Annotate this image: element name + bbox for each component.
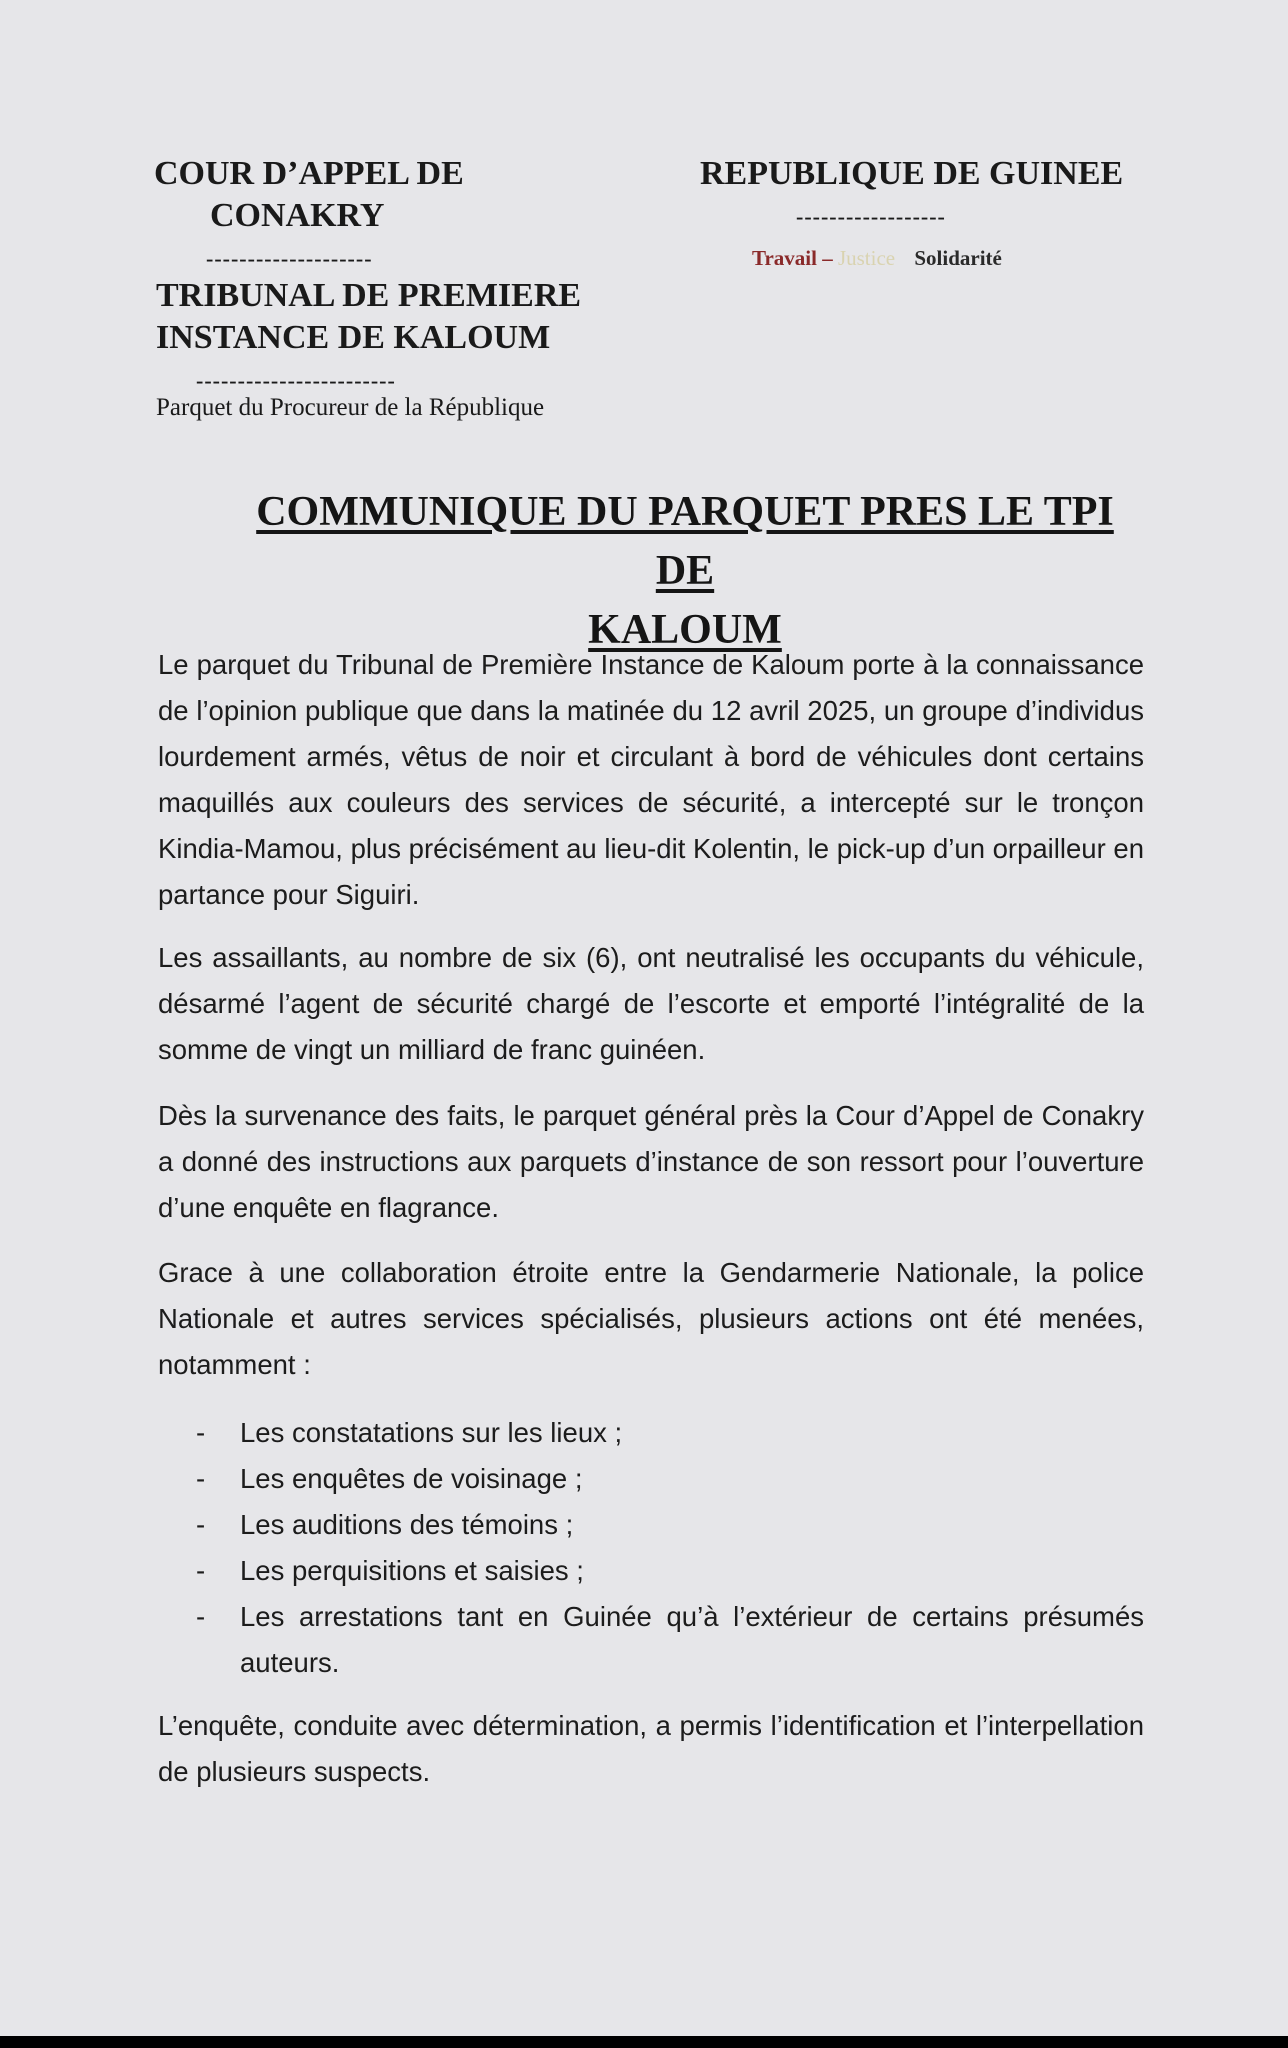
bullet-dash: - [196, 1417, 206, 1448]
list-item [196, 1594, 1144, 1686]
parquet-label: Parquet du Procureur de la République [156, 394, 545, 421]
court-name-line1: COUR D’APPEL DE [154, 155, 464, 192]
list-item [196, 1456, 1144, 1502]
tribunal-name-line1: TRIBUNAL DE PREMIERE [156, 277, 582, 314]
paragraph-text: Dès la survenance des faits, le parquet général près la Cour d’Appel de Conakry a donné des instructions aux parquets d’instance de son ressort pour l’ouverture d’une enquête en flagrance. [158, 1100, 1144, 1223]
paragraph-text: Grace à une collaboration étroite entre la Gendarmerie Nationale, la police Nationale et autres services spécialisés, plusieurs actions ont été menées, notamment : [158, 1257, 1144, 1380]
communique-title [230, 483, 1140, 659]
bullet-dash: - [196, 1463, 206, 1494]
list-item-text: Les enquêtes de voisinage ; [240, 1463, 583, 1494]
list-item-text: Les arrestations tant en Guinée qu’à l’extérieur de certains présumés auteurs. [240, 1601, 1144, 1678]
list-item-text: Les constatations sur les lieux ; [240, 1417, 623, 1448]
tribunal-name-line2: INSTANCE DE KALOUM [156, 319, 551, 356]
list-item [196, 1410, 1144, 1456]
title-line1: COMMUNIQUE DU PARQUET PRES LE TPI DE [256, 489, 1114, 594]
header-separator: ------------------ [796, 204, 946, 229]
closing-text: L’enquête, conduite avec détermination, a permis l’identification et l’interpellation de plusieurs suspects. [158, 1710, 1144, 1787]
paragraph [158, 642, 1144, 918]
title-line2: KALOUM [588, 606, 782, 653]
header-separator: ------------------------ [196, 368, 396, 393]
republic-name: REPUBLIQUE DE GUINEE [700, 155, 1124, 192]
paragraph [158, 1703, 1144, 1795]
motto-travail: Travail – [752, 246, 833, 270]
paragraph-text: Le parquet du Tribunal de Première Instance de Kaloum porte à la connaissance de l’opinion publique que dans la matinée du 12 avril 2025, un groupe d’individus lourdement armés, vêtus de noir et circulant à bord de véhicules dont certains maquillés aux couleurs des services de sécurité, a intercepté sur le tronçon Kindia-Mamou, plus précisément au lieu-dit Kolentin, le pick-up d’un orpailleur en partance pour Siguiri. [158, 649, 1144, 910]
bullet-dash: - [196, 1601, 206, 1632]
national-motto [752, 246, 1002, 271]
paragraph-text: Les assaillants, au nombre de six (6), ont neutralisé les occupants du véhicule, désarmé l’agent de sécurité chargé de l’escorte et emporté l’intégralité de la somme de vingt un milliard de franc guinéen. [158, 942, 1144, 1065]
bullet-dash: - [196, 1509, 206, 1540]
bottom-edge [0, 2036, 1288, 2048]
list-item-text: Les auditions des témoins ; [240, 1509, 574, 1540]
bullet-dash: - [196, 1555, 206, 1586]
list-item [196, 1548, 1144, 1594]
list-item [196, 1502, 1144, 1548]
paragraph [158, 1250, 1144, 1388]
actions-list [196, 1410, 1144, 1686]
paragraph [158, 935, 1144, 1073]
court-name-line2: CONAKRY [210, 197, 385, 234]
header-separator: -------------------- [206, 246, 373, 271]
motto-solidarite: Solidarité [914, 246, 1002, 270]
motto-justice: Justice [837, 246, 896, 270]
list-item-text: Les perquisitions et saisies ; [240, 1555, 584, 1586]
paragraph [158, 1093, 1144, 1231]
